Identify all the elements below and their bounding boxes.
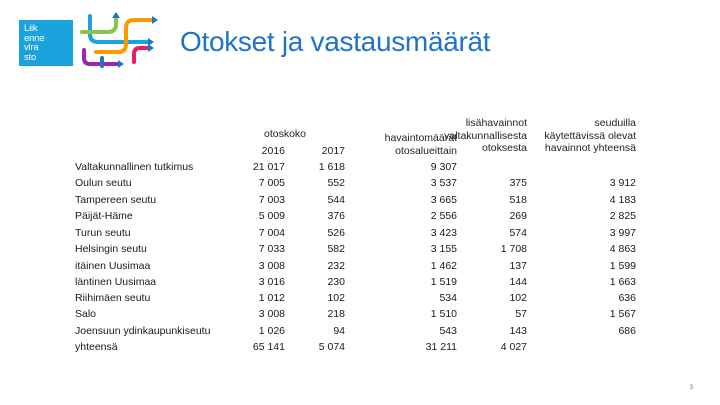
row-label: Helsingin seutu xyxy=(75,243,147,255)
cell-v2017: 218 xyxy=(327,308,345,320)
table-row xyxy=(0,227,720,243)
cell-lisa: 144 xyxy=(509,276,527,288)
cell-v2016: 3 016 xyxy=(258,276,285,288)
decorative-arrows-graphic xyxy=(78,10,166,72)
cell-hav: 3 423 xyxy=(430,227,457,239)
cell-seud: 4 863 xyxy=(609,243,636,255)
row-label: Päijät-Häme xyxy=(75,210,133,222)
table-row xyxy=(0,194,720,210)
cell-v2016: 7 005 xyxy=(258,177,285,189)
cell-lisa: 518 xyxy=(509,194,527,206)
cell-seud: 1 567 xyxy=(609,308,636,320)
cell-lisa: 1 708 xyxy=(500,243,527,255)
logo-line: Liik xyxy=(24,23,38,34)
cell-v2017: 94 xyxy=(333,325,345,337)
cell-lisa: 102 xyxy=(509,292,527,304)
header-otoskoko: otoskoko xyxy=(263,128,307,140)
row-label: Salo xyxy=(75,308,97,320)
cell-v2017: 544 xyxy=(327,194,345,206)
cell-seud: 3 912 xyxy=(609,177,636,189)
cell-lisa: 57 xyxy=(515,308,527,320)
cell-hav: 31 211 xyxy=(425,341,457,353)
cell-lisa: 574 xyxy=(509,227,527,239)
row-label: Riihimäen seutu xyxy=(75,292,151,304)
cell-v2017: 232 xyxy=(327,260,345,272)
table-row xyxy=(0,177,720,193)
table-row xyxy=(0,260,720,276)
cell-seud: 686 xyxy=(618,325,636,337)
cell-v2017: 376 xyxy=(327,210,345,222)
header-2017: 2017 xyxy=(321,145,345,157)
header-line: valtakunnallisesta xyxy=(444,129,527,142)
cell-v2017: 582 xyxy=(327,243,345,255)
header-line: lisähavainnot xyxy=(465,117,527,129)
cell-v2016: 7 003 xyxy=(258,194,285,206)
header-line: havainnot yhteensä xyxy=(544,142,636,154)
cell-v2016: 21 017 xyxy=(252,161,285,173)
table-row xyxy=(0,243,720,259)
header-line: havaintomäärät xyxy=(384,132,457,144)
cell-lisa: 137 xyxy=(509,260,527,272)
row-label: itäinen Uusimaa xyxy=(75,260,151,272)
table-row xyxy=(0,292,720,308)
cell-hav: 543 xyxy=(439,325,457,337)
cell-lisa: 269 xyxy=(509,210,527,222)
cell-v2017: 1 618 xyxy=(318,161,345,173)
logo-line: enne xyxy=(24,32,45,44)
liikennevirasto-logo xyxy=(19,20,73,66)
header-line: otoksesta xyxy=(482,142,527,154)
logo-line: vira xyxy=(24,42,39,53)
table-row xyxy=(0,308,720,324)
header-seuduilla xyxy=(530,117,636,155)
cell-lisa: 143 xyxy=(509,325,527,337)
row-label: Joensuun ydinkaupunkiseutu xyxy=(75,325,211,337)
cell-v2016: 65 141 xyxy=(252,341,285,353)
cell-hav: 3 537 xyxy=(430,177,457,189)
cell-seud: 2 825 xyxy=(609,210,636,222)
cell-v2017: 526 xyxy=(327,227,345,239)
table-row xyxy=(0,341,720,357)
cell-hav: 3 665 xyxy=(430,194,457,206)
cell-v2017: 102 xyxy=(327,292,345,304)
cell-lisa: 4 027 xyxy=(500,341,527,353)
table-row xyxy=(0,325,720,341)
cell-seud: 1 663 xyxy=(609,276,636,288)
cell-v2016: 3 008 xyxy=(258,260,285,272)
table-row xyxy=(0,276,720,292)
cell-seud: 4 183 xyxy=(609,194,636,206)
cell-v2016: 1 012 xyxy=(258,292,285,304)
row-label: yhteensä xyxy=(75,341,118,353)
header-2016: 2016 xyxy=(261,145,285,157)
cell-hav: 2 556 xyxy=(430,210,457,222)
cell-hav: 1 462 xyxy=(430,260,457,272)
cell-seud: 3 997 xyxy=(609,227,636,239)
cell-hav: 1 510 xyxy=(430,308,457,320)
header-lisahavainnot xyxy=(425,117,527,155)
table-row xyxy=(0,161,720,177)
cell-hav: 534 xyxy=(439,292,457,304)
cell-v2016: 7 004 xyxy=(258,227,285,239)
cell-hav: 1 519 xyxy=(430,276,457,288)
cell-v2016: 7 033 xyxy=(258,243,285,255)
cell-hav: 3 155 xyxy=(430,243,457,255)
cell-hav: 9 307 xyxy=(430,161,457,173)
header-line: otosalueittain xyxy=(395,144,457,157)
page-title: Otokset ja vastausmäärät xyxy=(180,26,491,57)
cell-v2016: 3 008 xyxy=(258,308,285,320)
logo-line: sto xyxy=(24,51,37,63)
header-line: käytettävissä olevat xyxy=(544,129,636,142)
row-label: läntinen Uusimaa xyxy=(75,276,157,288)
row-label: Tampereen seutu xyxy=(75,194,157,206)
row-label: Valtakunnallinen tutkimus xyxy=(75,161,194,173)
cell-v2017: 552 xyxy=(327,177,345,189)
cell-v2016: 5 009 xyxy=(258,210,285,222)
header-line: seuduilla xyxy=(594,117,636,129)
row-label: Oulun seutu xyxy=(75,177,132,189)
page-number: 3 xyxy=(689,385,693,391)
cell-v2017: 230 xyxy=(327,276,345,288)
cell-seud: 636 xyxy=(618,292,636,304)
cell-seud: 1 599 xyxy=(609,260,636,272)
cell-lisa: 375 xyxy=(509,177,527,189)
table-row xyxy=(0,210,720,226)
cell-v2016: 1 026 xyxy=(258,325,285,337)
row-label: Turun seutu xyxy=(75,227,131,239)
cell-v2017: 5 074 xyxy=(318,341,345,353)
